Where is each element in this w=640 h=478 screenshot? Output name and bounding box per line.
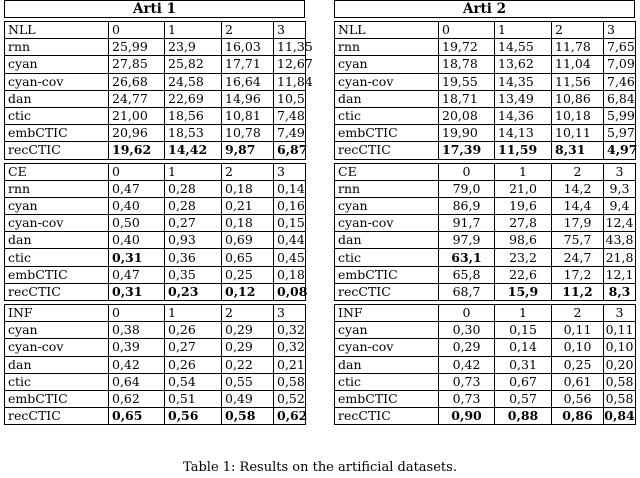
model-name: embCTIC [335, 125, 439, 142]
value-cell: 19,6 [495, 197, 552, 214]
column-header: 0 [439, 163, 495, 180]
value-cell: 86,9 [439, 197, 495, 214]
metric-label: INF [335, 305, 439, 322]
table-row [335, 142, 636, 159]
value-cell: 5,99 [604, 107, 636, 124]
model-name: cyan [335, 56, 439, 73]
model-name: recCTIC [5, 283, 109, 300]
inf-table [334, 304, 636, 425]
value-cell: 18,53 [165, 125, 222, 142]
table-row [5, 39, 306, 56]
model-name: embCTIC [5, 125, 109, 142]
column-header: 3 [274, 22, 306, 39]
value-cell: 6,84 [604, 90, 636, 107]
table-row [5, 107, 306, 124]
ce-table [334, 163, 636, 302]
value-cell: 25,99 [109, 39, 165, 56]
value-cell: 0,25 [552, 356, 604, 373]
value-cell: 14,55 [495, 39, 552, 56]
value-cell: 11,35 [274, 39, 306, 56]
value-cell: 75,7 [552, 232, 604, 249]
value-cell: 10,11 [552, 125, 604, 142]
column-header: 3 [604, 163, 636, 180]
value-cell: 0,22 [222, 356, 274, 373]
table-row [335, 373, 636, 390]
value-cell: 0,54 [165, 373, 222, 390]
value-cell: 0,93 [165, 232, 222, 249]
value-cell: 14,42 [165, 142, 222, 159]
model-name: dan [5, 232, 109, 249]
value-cell: 0,58 [604, 390, 636, 407]
column-header: 3 [604, 305, 636, 322]
header-row [335, 163, 636, 180]
value-cell: 16,64 [222, 73, 274, 90]
value-cell: 0,39 [109, 339, 165, 356]
value-cell: 23,2 [495, 249, 552, 266]
model-name: cyan-cov [5, 215, 109, 232]
value-cell: 0,18 [222, 180, 274, 197]
value-cell: 0,26 [165, 356, 222, 373]
value-cell: 9,87 [222, 142, 274, 159]
value-cell: 12,67 [274, 56, 306, 73]
table-row [5, 197, 306, 214]
value-cell: 0,25 [222, 266, 274, 283]
value-cell: 0,65 [222, 249, 274, 266]
value-cell: 14,35 [495, 73, 552, 90]
value-cell: 0,62 [274, 408, 306, 425]
value-cell: 0,40 [109, 232, 165, 249]
value-cell: 0,27 [165, 339, 222, 356]
value-cell: 10,81 [222, 107, 274, 124]
value-cell: 0,65 [109, 408, 165, 425]
table-row [335, 180, 636, 197]
model-name: recCTIC [5, 142, 109, 159]
table-row [335, 339, 636, 356]
column-header: 3 [274, 305, 306, 322]
value-cell: 18,78 [439, 56, 495, 73]
model-name: ctic [335, 373, 439, 390]
model-name: cyan [335, 197, 439, 214]
value-cell: 26,68 [109, 73, 165, 90]
header-row [335, 305, 636, 322]
value-cell: 5,97 [604, 125, 636, 142]
value-cell: 17,2 [552, 266, 604, 283]
value-cell: 0,56 [552, 390, 604, 407]
model-name: embCTIC [335, 266, 439, 283]
table-row [5, 142, 306, 159]
table-row [5, 356, 306, 373]
model-name: recCTIC [335, 142, 439, 159]
value-cell: 0,49 [222, 390, 274, 407]
column-header: 0 [109, 22, 165, 39]
value-cell: 0,31 [495, 356, 552, 373]
value-cell: 17,9 [552, 215, 604, 232]
model-name: ctic [5, 107, 109, 124]
inf-table [4, 304, 306, 425]
value-cell: 21,8 [604, 249, 636, 266]
value-cell: 0,88 [495, 408, 552, 425]
model-name: cyan-cov [335, 73, 439, 90]
model-name: cyan-cov [5, 339, 109, 356]
table-row [335, 390, 636, 407]
column-header: 3 [604, 22, 636, 39]
value-cell: 0,11 [604, 322, 636, 339]
column-header: 1 [495, 163, 552, 180]
value-cell: 14,13 [495, 125, 552, 142]
value-cell: 79,0 [439, 180, 495, 197]
table-row [335, 73, 636, 90]
value-cell: 11,04 [552, 56, 604, 73]
table-row [5, 408, 306, 425]
value-cell: 0,73 [439, 390, 495, 407]
table-caption: Table 1: Results on the artificial datasets. [183, 460, 457, 475]
results-panel-arti-1 [4, 0, 313, 425]
value-cell: 9,4 [604, 197, 636, 214]
value-cell: 0,58 [222, 408, 274, 425]
value-cell: 0,90 [439, 408, 495, 425]
value-cell: 0,10 [552, 339, 604, 356]
panel-title: Arti 2 [334, 0, 635, 18]
model-name: rnn [5, 39, 109, 56]
metric-label: INF [5, 305, 109, 322]
value-cell: 19,90 [439, 125, 495, 142]
value-cell: 4,97 [604, 142, 636, 159]
value-cell: 0,14 [495, 339, 552, 356]
model-name: ctic [335, 249, 439, 266]
model-name: rnn [335, 39, 439, 56]
table-row [335, 283, 636, 300]
value-cell: 14,96 [222, 90, 274, 107]
value-cell: 12,1 [604, 266, 636, 283]
value-cell: 0,86 [552, 408, 604, 425]
model-name: dan [335, 232, 439, 249]
value-cell: 0,29 [222, 339, 274, 356]
table-row [5, 339, 306, 356]
value-cell: 11,2 [552, 283, 604, 300]
value-cell: 0,40 [109, 197, 165, 214]
value-cell: 0,84 [604, 408, 635, 424]
column-header: 2 [222, 163, 274, 180]
value-cell: 8,3 [604, 283, 636, 300]
column-header: 0 [109, 305, 165, 322]
column-header: 1 [495, 22, 552, 39]
column-header: 2 [552, 305, 604, 322]
value-cell: 7,09 [604, 56, 636, 73]
value-cell: 0,21 [274, 356, 306, 373]
value-cell: 25,82 [165, 56, 222, 73]
table-row [5, 322, 306, 339]
value-cell: 0,47 [109, 266, 165, 283]
nll-table [334, 21, 636, 160]
value-cell: 10,78 [222, 125, 274, 142]
table-row [335, 322, 636, 339]
value-cell: 27,8 [495, 215, 552, 232]
value-cell: 21,00 [109, 107, 165, 124]
column-header: 1 [165, 305, 222, 322]
table-row [335, 356, 636, 373]
value-cell: 0,30 [439, 322, 495, 339]
value-cell: 0,73 [439, 373, 495, 390]
table-row [5, 266, 306, 283]
value-cell: 17,71 [222, 56, 274, 73]
model-name: embCTIC [5, 266, 109, 283]
value-cell: 0,31 [109, 249, 165, 266]
value-cell: 19,72 [439, 39, 495, 56]
table-row [5, 283, 306, 300]
model-name: ctic [5, 249, 109, 266]
value-cell: 0,14 [274, 180, 306, 197]
value-cell: 0,42 [109, 356, 165, 373]
model-name: cyan [5, 56, 109, 73]
header-row [5, 305, 306, 322]
model-name: cyan-cov [335, 215, 439, 232]
value-cell: 19,62 [109, 142, 165, 159]
table-row [5, 232, 306, 249]
table-row [335, 197, 636, 214]
value-cell: 11,56 [552, 73, 604, 90]
value-cell: 0,18 [274, 266, 306, 283]
value-cell: 91,7 [439, 215, 495, 232]
column-header: 2 [222, 22, 274, 39]
metric-label: NLL [5, 22, 109, 39]
value-cell: 65,8 [439, 266, 495, 283]
table-row [335, 39, 636, 56]
value-cell: 0,08 [274, 283, 306, 300]
model-name: rnn [5, 180, 109, 197]
model-name: dan [5, 356, 109, 373]
table-row [5, 215, 306, 232]
value-cell: 0,11 [552, 322, 604, 339]
header-row [5, 22, 306, 39]
value-cell: 0,38 [109, 322, 165, 339]
model-name: dan [335, 90, 439, 107]
value-cell: 0,52 [274, 390, 306, 407]
value-cell: 0,31 [109, 283, 165, 300]
model-name: recCTIC [5, 408, 109, 425]
value-cell: 0,20 [604, 356, 636, 373]
nll-table [4, 21, 313, 160]
value-cell: 0,69 [222, 232, 274, 249]
value-cell: 0,35 [165, 266, 222, 283]
header-row [5, 163, 306, 180]
value-cell: 0,10 [604, 339, 636, 356]
value-cell: 0,36 [165, 249, 222, 266]
value-cell: 0,28 [165, 197, 222, 214]
value-cell: 63,1 [439, 249, 495, 266]
model-name: embCTIC [5, 390, 109, 407]
value-cell: 0,55 [222, 373, 274, 390]
value-cell: 11,84 [274, 73, 306, 90]
value-cell: 0,15 [495, 322, 552, 339]
value-cell: 0,51 [165, 390, 222, 407]
metric-label: NLL [335, 22, 439, 39]
value-cell: 0,57 [495, 390, 552, 407]
table-row [335, 125, 636, 142]
value-cell: 6,87 [274, 142, 306, 159]
table-row [335, 56, 636, 73]
value-cell: 20,96 [109, 125, 165, 142]
model-name: ctic [5, 373, 109, 390]
table-row [335, 266, 636, 283]
table-row [335, 215, 636, 232]
value-cell: 0,61 [552, 373, 604, 390]
value-cell: 13,62 [495, 56, 552, 73]
table-row [5, 73, 306, 90]
value-cell: 0,32 [274, 339, 306, 356]
value-cell: 9,3 [604, 180, 636, 197]
value-cell: 0,58 [274, 373, 306, 390]
value-cell: 24,77 [109, 90, 165, 107]
value-cell: 98,6 [495, 232, 552, 249]
column-header: 2 [222, 305, 274, 322]
column-header: 1 [165, 22, 222, 39]
model-name: dan [5, 90, 109, 107]
value-cell: 0,32 [274, 322, 306, 339]
table-row [335, 90, 636, 107]
value-cell: 0,45 [274, 249, 306, 266]
value-cell: 17,39 [439, 142, 495, 159]
column-header: 1 [165, 163, 222, 180]
table-row [5, 180, 306, 197]
value-cell: 7,49 [274, 125, 306, 142]
value-cell: 18,71 [439, 90, 495, 107]
value-cell: 16,03 [222, 39, 274, 56]
header-row [335, 22, 636, 39]
value-cell: 68,7 [439, 283, 495, 300]
value-cell: 21,0 [495, 180, 552, 197]
value-cell: 22,69 [165, 90, 222, 107]
value-cell: 14,36 [495, 107, 552, 124]
column-header: 0 [439, 22, 495, 39]
table-row [335, 408, 636, 425]
value-cell: 0,56 [165, 408, 222, 425]
value-cell: 10,18 [552, 107, 604, 124]
model-name: cyan-cov [335, 339, 439, 356]
value-cell: 8,31 [552, 142, 604, 159]
model-name: recCTIC [335, 408, 439, 425]
value-cell: 0,27 [165, 215, 222, 232]
value-cell: 23,9 [165, 39, 222, 56]
model-name: recCTIC [335, 283, 439, 300]
value-cell: 0,16 [274, 197, 306, 214]
table-row [5, 390, 306, 407]
value-cell: 10,5 [274, 90, 306, 107]
value-cell: 18,56 [165, 107, 222, 124]
table-row [5, 373, 306, 390]
model-name: dan [335, 356, 439, 373]
metric-label: CE [5, 163, 109, 180]
value-cell: 7,65 [604, 39, 636, 56]
table-row [5, 56, 306, 73]
value-cell: 11,78 [552, 39, 604, 56]
value-cell: 0,58 [604, 373, 636, 390]
value-cell: 0,26 [165, 322, 222, 339]
table-row [335, 107, 636, 124]
value-cell: 12,4 [604, 215, 636, 232]
column-header: 0 [109, 163, 165, 180]
model-name: cyan [5, 322, 109, 339]
value-cell: 22,6 [495, 266, 552, 283]
value-cell: 19,55 [439, 73, 495, 90]
column-header: 2 [552, 22, 604, 39]
value-cell: 0,15 [274, 215, 306, 232]
model-name: cyan [335, 322, 439, 339]
value-cell: 13,49 [495, 90, 552, 107]
column-header: 1 [495, 305, 552, 322]
ce-table [4, 163, 306, 302]
metric-label: CE [335, 163, 439, 180]
value-cell: 0,23 [165, 283, 222, 300]
value-cell: 0,64 [109, 373, 165, 390]
value-cell: 14,2 [552, 180, 604, 197]
value-cell: 0,44 [274, 232, 306, 249]
model-name: embCTIC [335, 390, 439, 407]
value-cell: 7,46 [604, 73, 636, 90]
value-cell: 0,62 [109, 390, 165, 407]
panel-title: Arti 1 [4, 0, 305, 18]
value-cell: 11,59 [495, 142, 552, 159]
column-header: 3 [274, 163, 306, 180]
value-cell: 0,29 [439, 339, 495, 356]
value-cell: 24,7 [552, 249, 604, 266]
value-cell: 0,21 [222, 197, 274, 214]
value-cell: 0,28 [165, 180, 222, 197]
model-name: cyan [5, 197, 109, 214]
value-cell: 0,47 [109, 180, 165, 197]
value-cell: 0,18 [222, 215, 274, 232]
model-name: cyan-cov [5, 73, 109, 90]
value-cell: 24,58 [165, 73, 222, 90]
value-cell: 0,42 [439, 356, 495, 373]
model-name: ctic [335, 107, 439, 124]
column-header: 2 [552, 163, 604, 180]
value-cell: 27,85 [109, 56, 165, 73]
table-row [335, 232, 636, 249]
value-cell: 15,9 [495, 283, 552, 300]
column-header: 0 [439, 305, 495, 322]
value-cell: 97,9 [439, 232, 495, 249]
table-row [5, 125, 306, 142]
value-cell: 0,67 [495, 373, 552, 390]
value-cell: 20,08 [439, 107, 495, 124]
value-cell: 0,29 [222, 322, 274, 339]
value-cell: 14,4 [552, 197, 604, 214]
value-cell: 10,86 [552, 90, 604, 107]
value-cell: 0,50 [109, 215, 165, 232]
model-name: rnn [335, 180, 439, 197]
results-panel-arti-2 [334, 0, 638, 425]
value-cell: 7,48 [274, 107, 306, 124]
table-row [335, 249, 636, 266]
table-row [5, 90, 306, 107]
table-row [5, 249, 306, 266]
value-cell: 0,12 [222, 283, 274, 300]
value-cell: 43,8 [604, 232, 636, 249]
